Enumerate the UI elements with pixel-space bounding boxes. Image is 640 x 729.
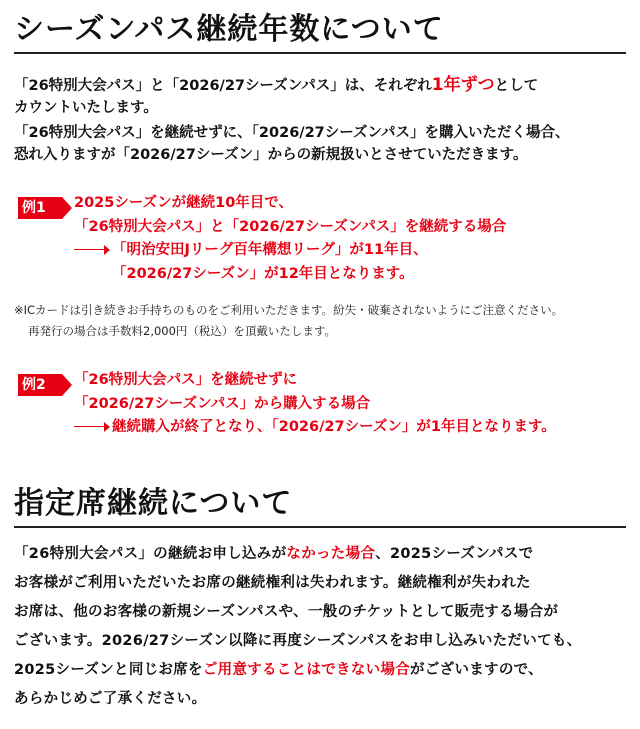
example-2-badge: 例2 [18,374,62,396]
section-title-reserved-seat: 指定席継続について [14,484,626,528]
seat-text-4: お席は、他のお客様の新規シーズンパスや、一般のチケットとして販売する場合が [14,604,559,620]
ic-card-note-line-1: ※ICカードは引き続きお手持ちのものをご利用いただきます。紛失・破棄されないようにご注意ください。 [14,303,564,317]
example-2-line-3-text: 継続購入が終了となり、「2026/27シーズン」が1年目となります。 [112,419,556,435]
example-1-badge: 例1 [18,197,62,219]
example-2-line-3 [74,416,634,440]
example-1-line-3 [74,239,634,263]
seat-highlight-2: ご用意することはできない場合 [202,662,411,678]
example-1-line-3-text: 「明治安田Jリーグ百年構想リーグ」が11年目、 [112,242,428,258]
intro-paragraph [14,74,626,119]
arrow-right-icon [74,422,110,432]
example-1-line-2: 「26特別大会パス」と「2026/27シーズンパス」を継続する場合 [74,218,507,235]
seat-text-1: 「26特別大会パス」の継続お申し込みが [14,546,287,562]
seat-text-8: あらかじめご了承ください。 [14,691,207,707]
arrow-right-icon [74,245,110,255]
new-treatment-line-2: 恐れ入りますが「2026/27シーズン」からの新規扱いとさせていただきます。 [14,147,528,163]
section-title-season-pass-years: シーズンパス継続年数について [14,10,626,54]
example-1-line-4: 「2026/27シーズン」が12年目となります。 [112,265,414,282]
intro-text-3: カウントいたします。 [14,100,158,116]
example-2-line-2: 「2026/27シーズンパス」から購入する場合 [74,395,371,412]
intro-text-1: 「26特別大会パス」と「2026/27シーズンパス」は、それぞれ [14,78,432,94]
ic-card-note-line-2: 再発行の場合は手数料2,000円（税込）を頂戴いたします。 [28,324,336,338]
new-treatment-line-1: 「26特別大会パス」を継続せずに、「2026/27シーズンパス」を購入いただく場合、 [14,125,570,141]
intro-text-2: として [494,78,539,94]
new-treatment-paragraph [14,122,626,166]
seat-text-5: ございます。2026/27シーズン以降に再度シーズンパスをお申し込みいただいても、 [14,633,582,649]
seat-text-6: 2025シーズンと同じお席を [14,662,203,678]
example-1-line-1: 2025シーズンが継続10年目で、 [74,195,294,211]
seat-text-2: 、2025シーズンパスで [375,546,534,562]
example-2-body [74,369,634,440]
seat-text-7: がございますので、 [410,662,543,678]
seat-text-3: お客様がご利用いただいたお席の継続権利は失われます。継続権利が失われた [14,575,531,591]
example-2-line-1: 「26特別大会パス」を継続せずに [74,372,298,388]
intro-highlight: 1年ずつ [431,75,495,95]
seat-highlight-1: なかった場合 [286,546,376,562]
example-1-body [74,192,634,286]
ic-card-note [14,300,634,342]
reserved-seat-paragraph [14,540,626,714]
